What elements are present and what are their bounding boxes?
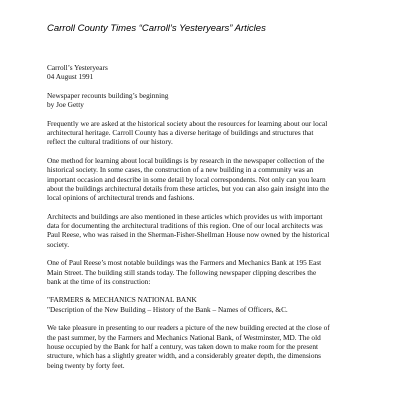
text-line: "FARMERS & MECHANICS NATIONAL BANK: [47, 295, 197, 305]
text-line: structure, which has a slightly greater width, and a considerably greater depth, the dimensions: [47, 351, 321, 361]
text-line: important occasion and describe in some detail by local correspondents. Not only can you learn: [47, 174, 326, 184]
text-line: bank at the time of its construction:: [47, 276, 151, 286]
text-line: data for documenting the architectural traditions of this region. One of our local architects was: [47, 221, 323, 231]
paragraph-2: [47, 156, 359, 202]
text-line: local opinions of architectural trends and fashions.: [47, 193, 195, 203]
text-line: One method for learning about local buildings is by research in the newspaper collection of the: [47, 155, 325, 165]
paragraph-5: [47, 295, 359, 314]
text-line: society.: [47, 239, 70, 249]
text-line: Frequently we are asked at the historical society about the resources for learning about our local: [47, 118, 328, 128]
article-date: 04 August 1991: [47, 72, 94, 82]
text-line: architectural heritage. Carroll County has a diverse heritage of buildings and structures that: [47, 128, 314, 138]
text-line: house occupied by the Bank for half a century, was taken down to make room for the present: [47, 341, 319, 351]
article-headline: Newspaper recounts building’s beginning: [47, 90, 169, 100]
text-line: "Description of the New Building – History of the Bank – Names of Officers, &C.: [47, 304, 288, 314]
paragraph-1: [47, 119, 359, 147]
document-body: [47, 63, 359, 370]
paragraph-4: [47, 258, 359, 286]
text-line: Paul Reese, who was raised in the Sherman-Fisher-Shellman House now owned by the historical: [47, 230, 330, 240]
text-line: One of Paul Reese’s most notable buildings was the Farmers and Mechanics Bank at 195 East: [47, 258, 322, 268]
text-line: Main Street. The building still stands today. The following newspaper clipping describes the: [47, 267, 317, 277]
text-line: Architects and buildings are also mentioned in these articles which provides us with important: [47, 211, 323, 221]
text-line: the past summer, by the Farmers and Mechanics National Bank, of Westminster, MD. The old: [47, 332, 321, 342]
page-header-title: Carroll County Times “Carroll’s Yesteryears” Articles: [47, 23, 266, 34]
column-name: Carroll’s Yesteryears: [47, 63, 108, 72]
text-line: historical society. In some cases, the construction of a new building in a community was an: [47, 165, 314, 175]
text-line: reflect the cultural traditions of our history.: [47, 137, 173, 147]
text-line: We take pleasure in presenting to our readers a picture of the new building erected at the close of: [47, 323, 330, 333]
text-line: about the buildings architectural details from these articles, but you can also gain insight into the: [47, 183, 330, 193]
paragraph-3: [47, 212, 359, 249]
text-line: being twenty by forty feet.: [47, 360, 125, 370]
paragraph-6: [47, 323, 359, 369]
article-byline: by Joe Getty: [47, 100, 84, 110]
